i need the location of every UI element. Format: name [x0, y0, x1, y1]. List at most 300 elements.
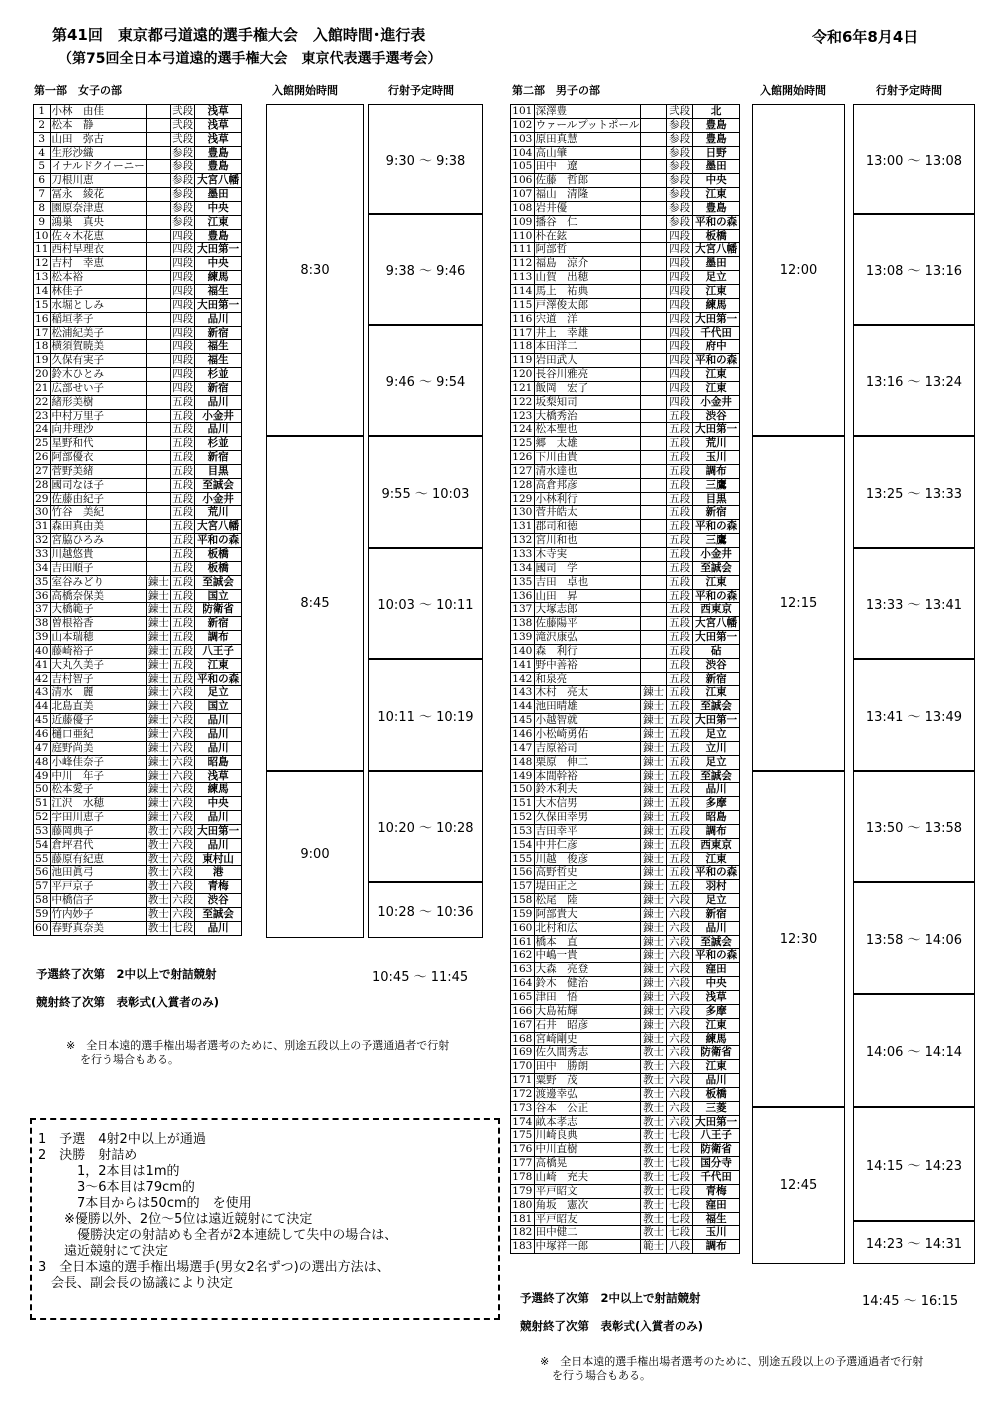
title-rank: 錬士 [147, 603, 169, 616]
table-row [511, 1184, 740, 1198]
title-rank: 錬士 [147, 617, 169, 630]
dan-grade: 六段 [667, 1032, 693, 1046]
club: 品川 [195, 727, 242, 741]
table-row [511, 1212, 740, 1226]
entry-number: 47 [35, 741, 49, 754]
title-rank [641, 340, 667, 354]
athlete-name: ウァールプットポール [535, 118, 640, 131]
club: 品川 [195, 423, 242, 437]
athlete-name: 生形沙織 [50, 146, 146, 160]
dan-grade: 四段 [172, 243, 194, 256]
club: 平和の森 [693, 589, 740, 603]
athlete-name: 國司 学 [534, 561, 641, 575]
dan-grade: 参段 [172, 160, 194, 173]
women-entry-time: 9:00 [266, 771, 364, 938]
entry-number: 143 [512, 686, 533, 699]
entry-number: 31 [35, 520, 49, 533]
entry-number: 30 [35, 506, 49, 519]
club: 防衛省 [195, 603, 242, 617]
entry-number: 119 [512, 354, 533, 367]
athlete-name: 福山 清隆 [534, 188, 641, 202]
table-row [511, 769, 740, 783]
entry-number: 48 [35, 755, 49, 768]
athlete-name: 西村早理衣 [50, 243, 146, 257]
title-rank: 錬士 [147, 631, 169, 644]
entry-number: 45 [35, 714, 49, 727]
entry-number: 49 [35, 769, 49, 782]
entry-number: 10 [35, 229, 49, 242]
title-rank: 錬士 [641, 894, 667, 908]
dan-grade: 参段 [172, 146, 194, 159]
entry-number: 12 [35, 257, 49, 270]
club: 西東京 [693, 603, 740, 617]
table-row [511, 146, 740, 160]
club: 平和の森 [693, 949, 740, 963]
table-row [511, 727, 740, 741]
title-rank [641, 603, 667, 617]
dan-grade: 五段 [667, 603, 693, 617]
dan-grade: 六段 [667, 1087, 693, 1101]
athlete-name: 平戸昭文 [534, 1184, 641, 1198]
rules-line: 会長、副会長の協議により決定 [38, 1276, 234, 1291]
table-row [511, 188, 740, 202]
club: 調布 [693, 824, 740, 838]
title-rank: 錬士 [641, 755, 667, 769]
title-rank: 錬士 [147, 672, 169, 685]
table-row [34, 160, 242, 174]
entry-number: 4 [34, 146, 51, 160]
club: 国分寺 [693, 1157, 740, 1171]
title-rank: 教士 [641, 1101, 667, 1115]
athlete-name: 飯岡 宏了 [534, 381, 641, 395]
table-row [511, 423, 740, 437]
entry-number: 138 [512, 617, 533, 630]
entry-number: 8 [34, 201, 51, 215]
title-rank: 教士 [641, 1129, 667, 1143]
table-row [511, 174, 740, 188]
title-rank [641, 354, 667, 368]
title-rank: 錬士 [641, 866, 667, 880]
entry-number: 140 [512, 644, 533, 657]
title-rank: 錬士 [147, 658, 169, 671]
athlete-name: 坂梨知司 [534, 395, 641, 409]
athlete-name: 本田洋二 [534, 340, 641, 354]
dan-grade: 五段 [667, 769, 693, 783]
title-rank [641, 409, 667, 423]
dan-grade: 五段 [667, 714, 693, 728]
title-rank [641, 298, 667, 312]
entry-number: 124 [512, 423, 533, 436]
title-rank [146, 298, 170, 312]
table-row [511, 271, 740, 285]
athlete-name: 樋口亜紀 [50, 727, 146, 741]
athlete-name: 大木信男 [534, 797, 641, 811]
table-row [34, 880, 242, 894]
dan-grade: 五段 [172, 492, 194, 505]
men-entry-time: 12:30 [752, 771, 845, 1107]
dan-grade: 五段 [667, 631, 693, 645]
table-row [511, 949, 740, 963]
table-row [511, 1198, 740, 1212]
athlete-name: 高橋奈保美 [50, 589, 146, 603]
entry-number: 13 [35, 271, 49, 284]
table-row [34, 755, 242, 769]
table-row [511, 1143, 740, 1157]
club: 大田第一 [195, 243, 242, 257]
entry-number: 109 [512, 215, 533, 228]
athlete-name: 清水達也 [534, 464, 641, 478]
table-row [511, 894, 740, 908]
athlete-name: 木村 亮太 [534, 686, 641, 700]
club: 多摩 [693, 1004, 740, 1018]
club: 墨田 [195, 188, 242, 202]
dan-grade: 参段 [667, 215, 693, 229]
entry-number: 162 [512, 949, 533, 962]
dan-grade: 六段 [172, 907, 194, 920]
club: 羽村 [693, 880, 740, 894]
title-rank: 教士 [641, 1170, 667, 1184]
dan-grade: 四段 [667, 298, 693, 312]
dan-grade: 五段 [172, 534, 194, 547]
dan-grade: 五段 [172, 589, 194, 602]
table-row [511, 977, 740, 991]
dan-grade: 五段 [172, 451, 194, 464]
athlete-name: 吉田 卓也 [534, 575, 641, 589]
athlete-name: 平戸昭友 [534, 1212, 641, 1226]
athlete-name: 小林利行 [534, 492, 641, 506]
entry-number: 128 [512, 478, 533, 491]
rules-line: 3～6本目は79cm的 [38, 1180, 195, 1195]
dan-grade: 四段 [172, 257, 194, 270]
women-shooting-header: 行射予定時間 [388, 84, 454, 97]
entry-number: 52 [35, 811, 49, 824]
dan-grade: 六段 [172, 769, 194, 782]
club: 小金井 [693, 548, 740, 562]
athlete-name: 池田眞弓 [50, 866, 146, 880]
table-row [511, 1074, 740, 1088]
club: 品川 [195, 921, 242, 935]
men-entry-time: 12:15 [752, 436, 845, 771]
dan-grade: 六段 [667, 1046, 693, 1060]
dan-grade: 五段 [172, 548, 194, 560]
title-rank [146, 506, 170, 520]
entry-number: 172 [512, 1087, 533, 1100]
dan-grade: 五段 [172, 437, 194, 450]
table-row [511, 1046, 740, 1060]
entry-number: 24 [35, 423, 49, 436]
athlete-name: 高野哲史 [534, 866, 641, 880]
entry-number: 155 [512, 852, 533, 865]
athlete-name: 中橋信子 [50, 894, 146, 908]
women-after-final: 競射終了次第 表彰式(入賞者のみ) [36, 995, 220, 1009]
club: 大田第一 [693, 312, 740, 326]
title-rank [641, 284, 667, 298]
dan-grade: 六段 [667, 1060, 693, 1074]
dan-grade: 五段 [172, 644, 194, 657]
club: 江東 [195, 658, 242, 672]
table-row [34, 658, 242, 672]
title-rank [146, 215, 170, 229]
title-rank [641, 506, 667, 520]
athlete-name: 星野和代 [50, 437, 146, 451]
women-shoot-slot: 9:30 ～ 9:38 [368, 104, 483, 214]
athlete-name: 橋本 直 [534, 935, 641, 949]
athlete-name: 池田晴雄 [534, 700, 641, 714]
table-row [511, 312, 740, 326]
title-rank: 教士 [641, 1212, 667, 1226]
dan-grade: 六段 [172, 727, 194, 740]
table-row [34, 243, 242, 257]
entry-number: 25 [35, 437, 49, 450]
entry-number: 126 [512, 451, 533, 464]
table-row [511, 160, 740, 174]
dan-grade: 四段 [172, 326, 194, 339]
title-rank [146, 160, 170, 174]
athlete-name: 滝沢康弘 [534, 631, 641, 645]
entry-number: 50 [35, 783, 49, 796]
table-row [34, 921, 242, 935]
dan-grade: 参段 [667, 174, 693, 188]
title-rank [641, 478, 667, 492]
entry-number: 110 [512, 229, 533, 242]
title-rank [146, 409, 170, 423]
athlete-name: 江沢 水穂 [50, 797, 146, 811]
title-rank: 錬士 [147, 589, 169, 602]
dan-grade: 四段 [667, 257, 693, 271]
entry-number: 169 [512, 1046, 533, 1059]
dan-grade: 六段 [667, 894, 693, 908]
entry-number: 3 [34, 132, 51, 146]
men-shoot-slot: 13:41 ～ 13:49 [853, 659, 975, 771]
dan-grade: 五段 [667, 589, 693, 603]
men-roster-table [510, 104, 740, 1254]
entry-number: 167 [512, 1018, 533, 1031]
rules-box [30, 1118, 500, 1320]
entry-number: 108 [512, 201, 533, 214]
table-row [34, 727, 242, 741]
title-rank [641, 312, 667, 326]
dan-grade: 七段 [667, 1143, 693, 1157]
table-row [34, 437, 242, 451]
entry-number: 41 [35, 658, 49, 671]
athlete-name: 堤田正之 [534, 880, 641, 894]
dan-grade: 五段 [172, 464, 194, 477]
entry-number: 40 [35, 644, 49, 657]
dan-grade: 六段 [667, 907, 693, 921]
club: 三鷹 [693, 534, 740, 548]
entry-number: 17 [35, 326, 49, 339]
club: 千代田 [693, 326, 740, 340]
athlete-name: 長谷川雅亮 [534, 368, 641, 382]
entry-number: 177 [512, 1157, 533, 1170]
dan-grade: 参段 [667, 188, 693, 202]
dan-grade: 五段 [667, 548, 693, 562]
club: 豊島 [693, 118, 740, 132]
title-rank [641, 520, 667, 534]
entry-number: 166 [512, 1004, 533, 1017]
entry-number: 53 [35, 824, 49, 837]
entry-number: 173 [512, 1101, 533, 1114]
title-rank: 錬士 [147, 783, 169, 796]
entry-number: 133 [512, 548, 533, 560]
table-row [511, 880, 740, 894]
club: 足立 [693, 271, 740, 285]
table-row [34, 548, 242, 562]
dan-grade: 四段 [667, 340, 693, 354]
club: 至誠会 [195, 478, 242, 492]
entry-number: 135 [512, 575, 533, 588]
club: 至誠会 [693, 935, 740, 949]
club: 板橋 [195, 548, 242, 562]
athlete-name: 吉田幸平 [534, 824, 641, 838]
club: 品川 [693, 921, 740, 935]
club: 至誠会 [195, 575, 242, 589]
entry-number: 181 [512, 1212, 533, 1225]
entry-number: 164 [512, 977, 533, 990]
athlete-name: 郡司和徳 [534, 520, 641, 534]
athlete-name: 佐藤由紀子 [50, 492, 146, 506]
table-row [511, 714, 740, 728]
athlete-name: 向井理沙 [50, 423, 146, 437]
athlete-name: 久保田幸男 [534, 811, 641, 825]
table-row [34, 284, 242, 298]
rules-line: 遠近競射にて決定 [38, 1244, 169, 1259]
table-row [511, 1004, 740, 1018]
dan-grade: 六段 [172, 783, 194, 796]
athlete-name: 山崎 充夫 [534, 1170, 641, 1184]
athlete-name: 栗原 伸二 [534, 755, 641, 769]
entry-number: 1 [34, 105, 51, 119]
dan-grade: 四段 [172, 229, 194, 242]
entry-number: 123 [512, 409, 533, 422]
dan-grade: 四段 [172, 312, 194, 325]
club: 品川 [195, 811, 242, 825]
athlete-name: 川崎良典 [534, 1129, 641, 1143]
athlete-name: 菅野美緒 [50, 464, 146, 478]
athlete-name: 北村和広 [534, 921, 641, 935]
club: 平和の森 [693, 354, 740, 368]
athlete-name: 田中 遼 [534, 160, 641, 174]
men-entry-time: 12:00 [752, 104, 845, 436]
table-row [511, 354, 740, 368]
table-row [511, 561, 740, 575]
title-rank: 錬士 [641, 852, 667, 866]
dan-grade: 七段 [667, 1198, 693, 1212]
title-rank [146, 451, 170, 465]
title-rank [146, 201, 170, 215]
dan-grade: 六段 [667, 991, 693, 1005]
entry-number: 182 [512, 1226, 533, 1239]
entry-number: 21 [35, 381, 49, 394]
club: 杉並 [195, 437, 242, 451]
athlete-name: 角坂 憲次 [534, 1198, 641, 1212]
title-rank: 錬士 [641, 935, 667, 949]
club: 浅草 [693, 991, 740, 1005]
athlete-name: 阿部貴大 [534, 907, 641, 921]
athlete-name: 松本聖也 [534, 423, 641, 437]
dan-grade: 四段 [172, 284, 194, 297]
title-rank [641, 617, 667, 631]
women-entry-time: 8:30 [266, 104, 364, 436]
title-rank [146, 118, 170, 132]
club: 中央 [195, 201, 242, 215]
entry-number: 102 [512, 118, 533, 131]
athlete-name: 岩田武人 [534, 354, 641, 368]
entry-number: 142 [512, 672, 533, 685]
athlete-name: 倉坪君代 [50, 838, 146, 852]
club: 板橋 [693, 229, 740, 243]
entry-number: 42 [35, 672, 49, 685]
title-rank [641, 644, 667, 658]
club: 江東 [693, 686, 740, 700]
athlete-name: 播谷 仁 [534, 215, 641, 229]
title-rank [641, 146, 667, 160]
dan-grade: 弐段 [172, 132, 194, 145]
club: 至誠会 [693, 700, 740, 714]
club: 杉並 [195, 368, 242, 382]
dan-grade: 五段 [667, 575, 693, 589]
club: 新宿 [195, 617, 242, 631]
dan-grade: 四段 [172, 354, 194, 367]
dan-grade: 七段 [667, 1157, 693, 1171]
men-after-final: 競射終了次第 表彰式(入賞者のみ) [520, 1319, 704, 1333]
women-shoot-slot: 9:38 ～ 9:46 [368, 214, 483, 325]
table-row [34, 520, 242, 534]
athlete-name: 下川由貴 [534, 451, 641, 465]
entry-number: 127 [512, 464, 533, 477]
table-row [511, 451, 740, 465]
table-row [34, 423, 242, 437]
table-row [511, 741, 740, 755]
men-note-line1: ※ 全日本遠的選手権出場者選考のために、別途五段以上の予選通過者で行射 [540, 1355, 924, 1368]
dan-grade: 参段 [667, 160, 693, 174]
table-row [511, 963, 740, 977]
dan-grade: 八段 [667, 1240, 693, 1254]
men-note-line2: を行う場合もある。 [552, 1369, 651, 1382]
entry-number: 51 [35, 797, 49, 810]
dan-grade: 四段 [667, 284, 693, 298]
men-shoot-slot: 13:33 ～ 13:41 [853, 548, 975, 659]
table-row [511, 1240, 740, 1254]
entry-number: 37 [35, 603, 49, 616]
dan-grade: 五段 [667, 727, 693, 741]
dan-grade: 七段 [667, 1212, 693, 1226]
athlete-name: 石井 昭彦 [534, 1018, 641, 1032]
men-section-label: 第二部 男子の部 [512, 84, 600, 97]
club: 八王子 [195, 644, 242, 658]
athlete-name: 久保有実子 [50, 354, 146, 368]
club: 八王子 [693, 1129, 740, 1143]
dan-grade: 参段 [667, 132, 693, 146]
title-rank [641, 451, 667, 465]
table-row [34, 631, 242, 645]
entry-number: 18 [35, 340, 49, 353]
title-rank: 教士 [147, 894, 169, 907]
dan-grade: 五段 [667, 492, 693, 506]
men-shoot-slot: 13:58 ～ 14:06 [853, 882, 975, 994]
club: 品川 [195, 312, 242, 326]
title-rank: 教士 [641, 1060, 667, 1074]
table-row [511, 1115, 740, 1129]
title-rank [641, 201, 667, 215]
title-rank: 教士 [147, 880, 169, 893]
dan-grade: 六段 [172, 824, 194, 837]
club: 大田第一 [195, 824, 242, 838]
dan-grade: 参段 [667, 201, 693, 215]
club: 江東 [693, 368, 740, 382]
club: 福生 [195, 354, 242, 368]
athlete-name: 中塚祥一郎 [534, 1240, 641, 1254]
